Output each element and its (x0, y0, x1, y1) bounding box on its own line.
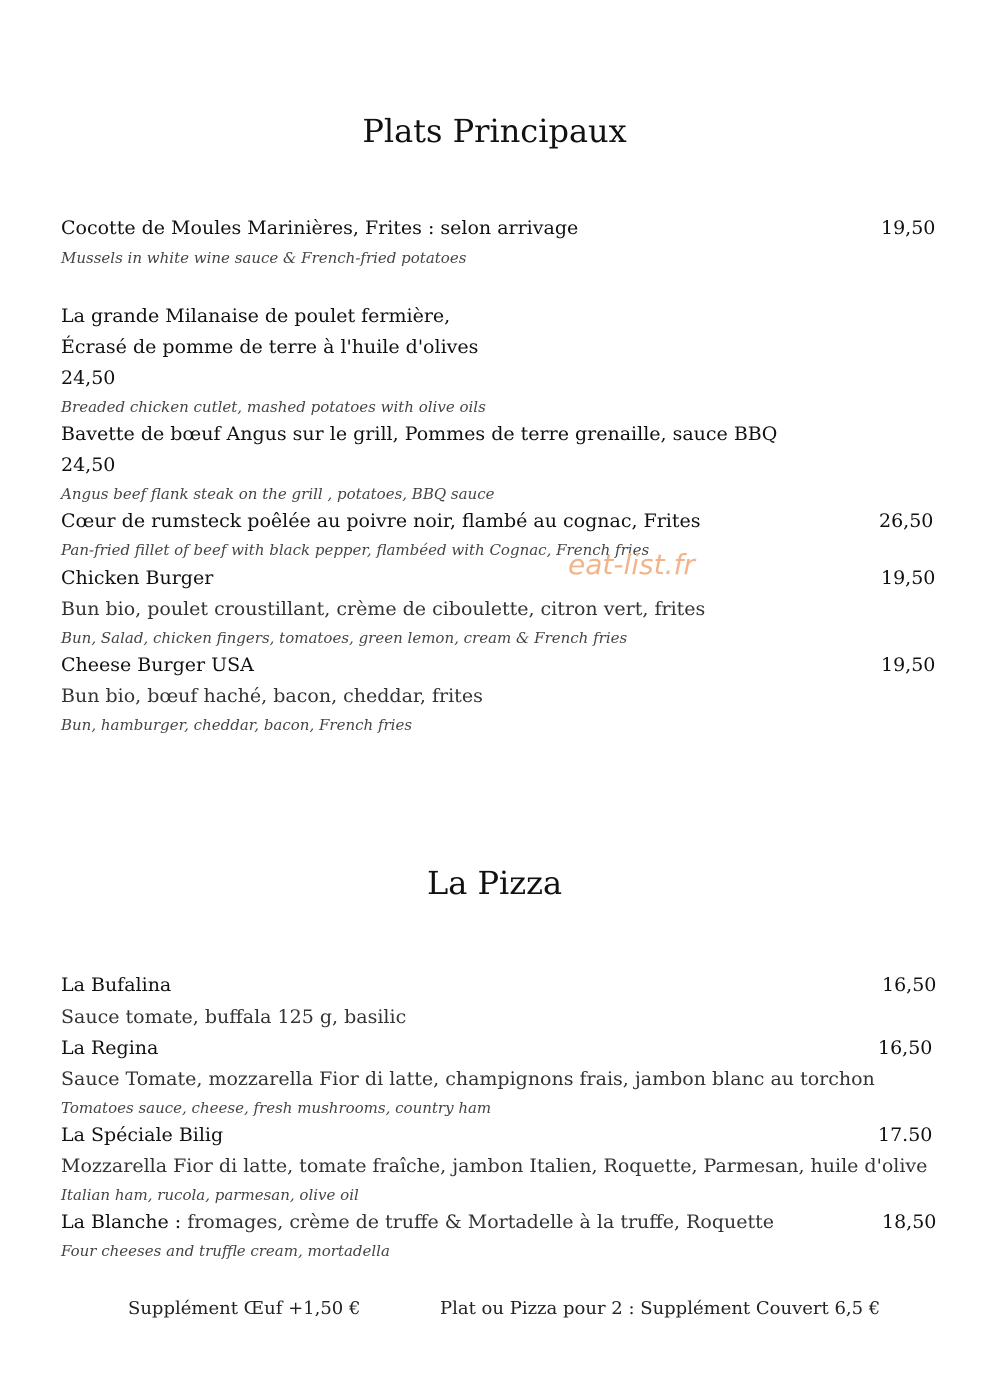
item-en-rumsteck: Pan-fried fillet of beef with black pepper, flambéed with Cognac, French fries (61, 541, 650, 559)
item-price-cheese-burger: 19,50 (881, 654, 936, 676)
item-name-blanche: La Blanche : (61, 1211, 182, 1233)
item-en-moules: Mussels in white wine sauce & French-fried potatoes (61, 249, 467, 267)
item-en-chicken-burger: Bun, Salad, chicken fingers, tomatoes, green lemon, cream & French fries (61, 629, 628, 647)
item-name-regina: La Regina (61, 1037, 159, 1059)
item-price-rumsteck: 26,50 (879, 510, 934, 532)
item-price-blanche: 18,50 (882, 1211, 937, 1233)
item-name-milanaise: La grande Milanaise de poulet fermière, (61, 305, 451, 327)
section-title-plats: Plats Principaux (362, 112, 627, 150)
item-en-speciale-bilig: Italian ham, rucola, parmesan, olive oil (61, 1186, 359, 1204)
item-price-bufalina: 16,50 (882, 974, 937, 996)
item-desc-blanche: fromages, crème de truffe & Mortadelle à la truffe, Roquette (181, 1211, 775, 1233)
item-name-chicken-burger: Chicken Burger (61, 567, 214, 589)
item-desc-speciale-bilig: Mozzarella Fior di latte, tomate fraîche, jambon Italien, Roquette, Parmesan, huile d'olive (61, 1155, 928, 1177)
item-name-bufalina: La Bufalina (61, 974, 172, 996)
item-en-regina: Tomatoes sauce, cheese, fresh mushrooms, country ham (61, 1099, 492, 1117)
item-price-moules: 19,50 (881, 217, 936, 239)
item-price-speciale-bilig: 17.50 (878, 1124, 933, 1146)
item-name-bavette: Bavette de bœuf Angus sur le grill, Pommes de terre grenaille, sauce BBQ (61, 423, 778, 445)
item-name-rumsteck: Cœur de rumsteck poêlée au poivre noir, flambé au cognac, Frites (61, 510, 701, 532)
item-desc-bufalina: Sauce tomate, buffala 125 g, basilic (61, 1006, 407, 1028)
watermark: eat-list.fr (568, 548, 695, 581)
item-name-cheese-burger: Cheese Burger USA (61, 654, 254, 676)
item-en-milanaise: Breaded chicken cutlet, mashed potatoes with olive oils (61, 398, 486, 416)
item-price-bavette: 24,50 (61, 454, 116, 476)
item-name-speciale-bilig: La Spéciale Bilig (61, 1124, 224, 1146)
footer-supplement-couvert: Plat ou Pizza pour 2 : Supplément Couvert 6,5 € (440, 1298, 881, 1319)
section-title-pizza: La Pizza (426, 864, 563, 902)
item-name2-milanaise: Écrasé de pomme de terre à l'huile d'olives (61, 336, 479, 358)
item-desc-regina: Sauce Tomate, mozzarella Fior di latte, champignons frais, jambon blanc au torchon (61, 1068, 875, 1090)
item-en-bavette: Angus beef flank steak on the grill , potatoes, BBQ sauce (61, 485, 495, 503)
item-en-blanche: Four cheeses and truffle cream, mortadella (61, 1242, 390, 1260)
item-name-moules: Cocotte de Moules Marinières, Frites : selon arrivage (61, 217, 579, 239)
item-desc-cheese-burger: Bun bio, bœuf haché, bacon, cheddar, frites (61, 685, 483, 707)
item-desc-chicken-burger: Bun bio, poulet croustillant, crème de ciboulette, citron vert, frites (61, 598, 706, 620)
item-price-milanaise: 24,50 (61, 367, 116, 389)
item-price-chicken-burger: 19,50 (881, 567, 936, 589)
item-line-blanche (61, 1211, 774, 1233)
item-en-cheese-burger: Bun, hamburger, cheddar, bacon, French fries (61, 716, 413, 734)
item-price-regina: 16,50 (878, 1037, 933, 1059)
footer-supplement-oeuf: Supplément Œuf +1,50 € (128, 1298, 361, 1319)
